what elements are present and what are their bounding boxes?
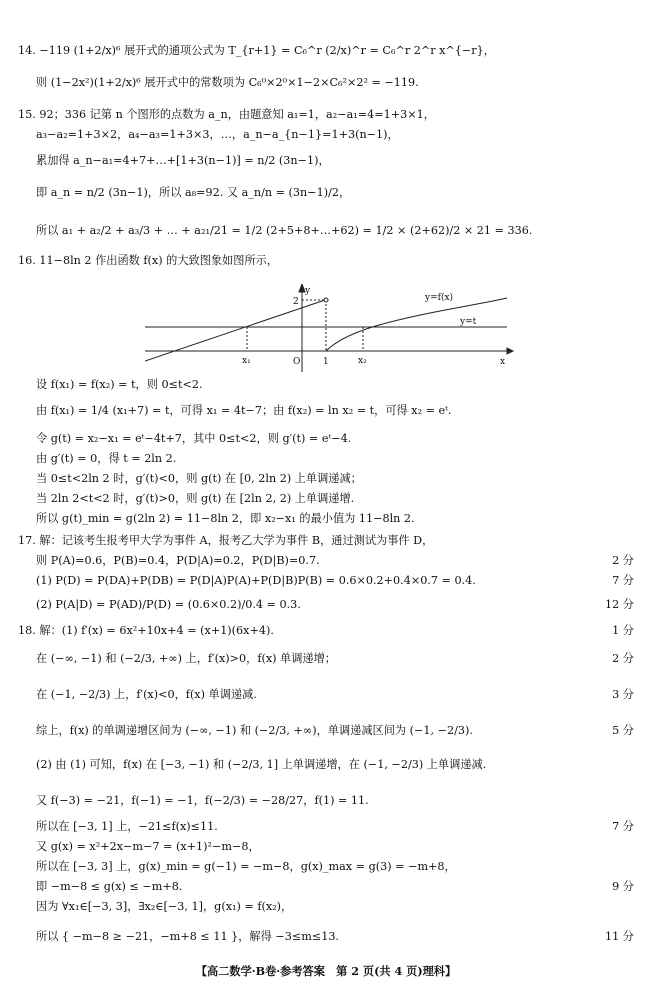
function-graph (145, 284, 515, 374)
left-branch (145, 300, 325, 361)
x-axis-arrow (507, 348, 513, 354)
x1-label: x₁ (242, 356, 251, 366)
tick-1: 1 (323, 357, 329, 367)
tick-2: 2 (293, 297, 299, 307)
open-point (324, 298, 328, 302)
line-label: y=t (460, 317, 477, 327)
curve-label: y=f(x) (425, 293, 454, 303)
x-label: x (500, 357, 506, 367)
x2-label: x₂ (358, 356, 367, 366)
page-footer: 【高二数学·B卷·参考答案 第 2 页(共 4 页)理科】 (195, 964, 457, 978)
origin-label: O (293, 357, 301, 367)
log-curve (326, 298, 507, 351)
y-label: y (305, 286, 311, 296)
